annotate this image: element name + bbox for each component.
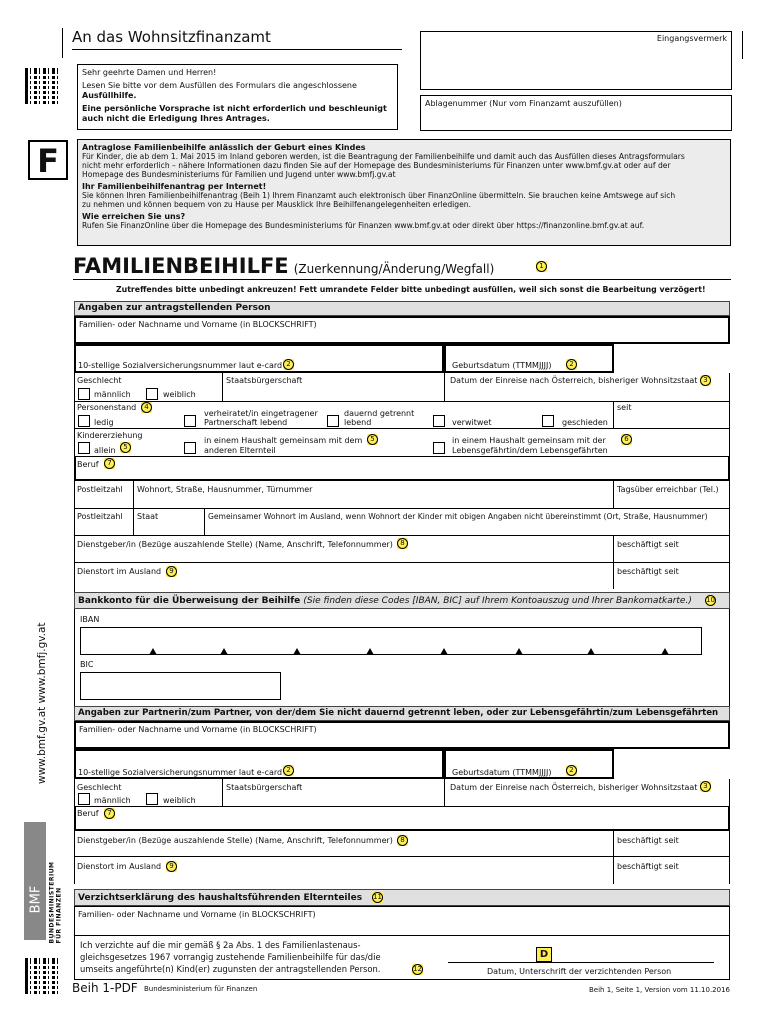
workplace-abroad-label: Dienstort im Ausland xyxy=(77,567,162,576)
d-marker: D xyxy=(536,947,552,962)
partner-workplace-abroad-label: Dienstort im Ausland xyxy=(77,862,162,871)
section-applicant: Angaben zur antragstellenden Person xyxy=(74,301,730,316)
address-label: Wohnort, Straße, Hausnummer, Türnummer xyxy=(137,485,313,494)
marker-3: 3 xyxy=(700,375,711,386)
section-waiver: Verzichtserklärung des haushaltsführenden Elternteiles xyxy=(74,889,730,906)
marker-11: 11 xyxy=(373,893,382,901)
applicant-profession-label: Beruf xyxy=(77,460,99,469)
row-line xyxy=(74,562,730,563)
intro-text-bold: Ausfüllhilfe. xyxy=(82,91,137,100)
applicant-female-checkbox[interactable] xyxy=(146,388,158,400)
intro-note-2: auch nicht die Erledigung Ihres Antrages. xyxy=(82,114,270,123)
marital-status-label: Personenstand xyxy=(77,403,137,412)
postcode-abroad-label: Postleitzahl xyxy=(77,512,123,521)
marker-9: 9 xyxy=(166,566,177,577)
partner-svnr-field[interactable] xyxy=(74,749,444,779)
side-url: www.bmf.gv.at www.bmfj.gv.at xyxy=(36,622,48,784)
frame-right xyxy=(729,779,730,884)
separated-checkbox[interactable] xyxy=(327,415,339,427)
form-letter-box: F xyxy=(28,140,68,180)
country-label: Staat xyxy=(137,512,159,521)
partner-name-field[interactable] xyxy=(74,721,730,749)
main-title xyxy=(73,254,494,278)
frame-left xyxy=(74,779,75,884)
col-line xyxy=(133,508,134,535)
partner-name-label: Familien- oder Nachname und Vorname (in BLOCKSCHRIFT) xyxy=(79,725,317,734)
bmf-logo xyxy=(24,822,46,940)
eingangsvermerk-box[interactable] xyxy=(420,31,732,90)
partner-citizenship-label: Staatsbürgerschaft xyxy=(226,783,303,792)
info-text-1b: nicht mehr erforderlich – nähere Informationen dazu finden Sie auf der Homepage des Bundesministeriums für Finanzen unter www.bmf.gv.at oder auf der xyxy=(82,161,671,170)
col-line xyxy=(613,535,614,562)
postcode-label: Postleitzahl xyxy=(77,485,123,494)
ledig-label: ledig xyxy=(94,418,114,427)
partner-profession-label: Beruf xyxy=(77,809,99,818)
partner-female-label: weiblich xyxy=(163,796,196,805)
col-line xyxy=(613,401,614,428)
iban-separator-tick xyxy=(440,648,448,655)
qr-code-bottom xyxy=(25,958,61,994)
col-line xyxy=(222,373,223,401)
row-line xyxy=(74,535,730,536)
separated-label-1: dauernd getrennt xyxy=(344,409,415,418)
marker-7: 7 xyxy=(104,458,115,469)
iban-separator-tick xyxy=(293,648,301,655)
household-parent-label-2: anderen Elternteil xyxy=(204,446,276,455)
widowed-label: verwitwet xyxy=(452,418,492,427)
marker-8b: 8 xyxy=(397,835,408,846)
ablagenummer-box[interactable] xyxy=(420,95,732,131)
eingangsvermerk-label: Eingangsvermerk xyxy=(656,34,727,43)
partner-profession-field[interactable] xyxy=(74,806,730,831)
iban-separator-tick xyxy=(220,648,228,655)
applicant-svnr-label: 10-stellige Sozialversicherungsnummer laut e-card xyxy=(78,361,283,370)
info-heading-1: Antraglose Familienbeihilfe anlässlich der Geburt eines Kindes xyxy=(82,143,366,152)
employed-since-label: beschäftigt seit xyxy=(617,540,679,549)
footer-ministry: Bundesministerium für Finanzen xyxy=(144,985,258,993)
waiver-text-1: Ich verzichte auf die mir gemäß § 2a Abs. 1 des Familienlastenaus- xyxy=(80,940,361,950)
married-checkbox[interactable] xyxy=(184,415,196,427)
col-line xyxy=(133,481,134,508)
marital-since-label: seit xyxy=(617,403,632,412)
frame-right xyxy=(729,609,730,706)
allein-checkbox[interactable] xyxy=(78,442,90,454)
frame-right xyxy=(729,373,730,592)
bic-label: BIC xyxy=(80,660,94,669)
applicant-male-checkbox[interactable] xyxy=(78,388,90,400)
intro-box xyxy=(77,64,398,130)
marker-1: 1 xyxy=(536,261,547,272)
row-line xyxy=(74,401,730,402)
phone-label: Tagsüber erreichbar (Tel.) xyxy=(617,485,719,494)
married-label-2: Partnerschaft lebend xyxy=(204,418,288,427)
partner-employed-since-abroad-label: beschäftigt seit xyxy=(617,862,679,871)
married-label-1: verheiratet/in eingetragener xyxy=(204,409,318,418)
info-heading-2: Ihr Familienbeihilfenantrag per Internet! xyxy=(82,182,267,191)
info-box xyxy=(77,139,731,246)
instruction-text: Zutreffendes bitte unbedingt ankreuzen! Fett umrandete Felder bitte unbedingt ausfüllen, weil sich sonst die Bearbeitung verzögert! xyxy=(116,285,706,294)
partner-birthdate-field[interactable] xyxy=(444,749,614,779)
iban-separator-tick xyxy=(366,648,374,655)
marker-4: 4 xyxy=(141,402,152,413)
intro-text: Lesen Sie bitte vor dem Ausfüllen des Formulars die angeschlossene xyxy=(82,81,357,90)
marker-3b: 3 xyxy=(700,781,711,792)
info-text-1c: Homepage des Bundesministeriums für Familien und Jugend unter www.bmfj.gv.at xyxy=(82,170,396,179)
partner-employed-since-label: beschäftigt seit xyxy=(617,836,679,845)
info-text-1a: Für Kinder, die ab dem 1. Mai 2015 im Inland geboren werden, ist die Beantragung der Familienbeihilfe und damit auch das Ausfüllen dieses Antragsformulars xyxy=(82,152,685,161)
left-margin-mark xyxy=(62,28,63,58)
col-line xyxy=(613,481,614,508)
applicant-birthdate-label: Geburtsdatum (TTMMJJJJ) xyxy=(452,361,552,370)
frame-left xyxy=(74,373,75,592)
waiver-text-3: umseits angeführte(n) Kind(er) zugunsten der antragstellenden Person. xyxy=(80,964,381,974)
footer-form-id: Beih 1-PDF xyxy=(72,981,138,995)
row-line xyxy=(74,856,730,857)
col-line xyxy=(204,508,205,535)
applicant-svnr-field[interactable] xyxy=(74,344,444,373)
iban-separator-tick xyxy=(149,648,157,655)
employer-label: Dienstgeber/in (Bezüge auszahlende Stelle) (Name, Anschrift, Telefonnummer) xyxy=(77,540,393,549)
applicant-citizenship-label: Staatsbürgerschaft xyxy=(226,376,303,385)
ledig-checkbox[interactable] xyxy=(78,415,90,427)
marker-2c: 2 xyxy=(283,765,294,776)
main-subtitle: (Zuerkennung/Änderung/Wegfall) xyxy=(293,262,495,276)
marker-5b: 5 xyxy=(367,434,378,445)
waiver-name-field[interactable] xyxy=(74,906,730,936)
intro-note: Eine persönliche Vorsprache ist nicht erforderlich und beschleunigt xyxy=(82,104,387,113)
row-line xyxy=(74,428,730,429)
applicant-gender-label: Geschlecht xyxy=(77,376,122,385)
household-partner-checkbox[interactable] xyxy=(433,442,445,454)
intro-greeting: Sehr geehrte Damen und Herren! xyxy=(82,68,217,77)
bmf-logo-text: BMF xyxy=(28,885,44,914)
col-line xyxy=(613,856,614,884)
partner-birthdate-label: Geburtsdatum (TTMMJJJJ) xyxy=(452,768,552,777)
iban-separator-tick xyxy=(587,648,595,655)
bic-field[interactable] xyxy=(80,672,281,700)
iban-field[interactable] xyxy=(80,627,702,655)
bank-section-note: (Sie finden diese Codes [IBAN, BIC] auf Ihrem Kontoauszug und Ihrer Bankomatkarte.) xyxy=(303,596,692,606)
applicant-profession-field[interactable] xyxy=(74,456,730,481)
household-partner-label-1: in einem Haushalt gemeinsam mit der xyxy=(452,436,606,445)
footer-version: Beih 1, Seite 1, Version vom 11.10.2016 xyxy=(588,986,730,994)
widowed-checkbox[interactable] xyxy=(433,415,445,427)
marker-2d: 2 xyxy=(566,765,577,776)
info-text-2b: zu nehmen und können bequem von zu Hause per Mausklick Ihre Beihilfenangelegenheiten erledigen. xyxy=(82,200,471,209)
frame-left xyxy=(74,609,75,706)
col-line xyxy=(444,373,445,401)
main-title-text: FAMILIENBEIHILFE xyxy=(73,254,289,278)
col-line xyxy=(444,779,445,806)
partner-male-checkbox[interactable] xyxy=(78,793,90,805)
marker-2: 2 xyxy=(283,359,294,370)
section-partner: Angaben zur Partnerin/zum Partner, von der/dem Sie nicht dauernd getrennt leben, oder zur Lebensgefährtin/zum Lebensgefährten xyxy=(74,706,730,721)
qr-code-top xyxy=(25,68,61,104)
marker-2b: 2 xyxy=(566,359,577,370)
info-text-2a: Sie können Ihren Familienbeihilfenantrag (Beih 1) Ihrem Finanzamt auch elektronisch über FinanzOnline übermitteln. Sie brauchen keine Amtswege auf sich xyxy=(82,191,676,200)
applicant-entry-label: Datum der Einreise nach Österreich, bisheriger Wohnsitzstaat xyxy=(450,376,698,385)
applicant-birthdate-field[interactable] xyxy=(444,344,614,373)
partner-gender-label: Geschlecht xyxy=(77,783,122,792)
signature-label: Datum, Unterschrift der verzichtenden Person xyxy=(487,967,672,976)
iban-separator-tick xyxy=(515,648,523,655)
divorced-label: geschieden xyxy=(562,418,608,427)
separated-label-2: lebend xyxy=(344,418,372,427)
applicant-name-label: Familien- oder Nachname und Vorname (in BLOCKSCHRIFT) xyxy=(79,320,317,329)
col-line xyxy=(613,831,614,856)
allein-label: allein xyxy=(94,446,116,455)
title-rule xyxy=(73,279,731,280)
address-abroad-label: Gemeinsamer Wohnort im Ausland, wenn Wohnort der Kinder mit obigen Angaben nicht übereinstimmt (Ort, Straße, Hausnummer) xyxy=(208,512,708,521)
marker-6: 6 xyxy=(621,434,632,445)
waiver-text-2: gleichsgesetzes 1967 vorrangig zustehende Familienbeihilfe für das/die xyxy=(80,952,381,962)
marker-5: 5 xyxy=(120,442,131,453)
marker-8: 8 xyxy=(397,538,408,549)
col-line xyxy=(613,562,614,589)
col-line xyxy=(222,779,223,806)
partner-female-checkbox[interactable] xyxy=(146,793,158,805)
marker-9b: 9 xyxy=(166,861,177,872)
signature-field[interactable] xyxy=(448,962,714,963)
marker-7b: 7 xyxy=(104,808,115,819)
iban-label: IBAN xyxy=(80,615,100,624)
employed-since-abroad-label: beschäftigt seit xyxy=(617,567,679,576)
info-text-3: Rufen Sie FinanzOnline über die Homepage des Bundesministeriums für Finanzen www.bmf.gv.at oder direkt über https://finanzonline.bmf.gv.at auf. xyxy=(82,221,645,230)
applicant-male-label: männlich xyxy=(94,390,131,399)
info-heading-3: Wie erreichen Sie uns? xyxy=(82,212,186,221)
waiver-name-label: Familien- oder Nachname und Vorname (in BLOCKSCHRIFT) xyxy=(78,910,316,919)
child-raising-label: Kindererziehung xyxy=(77,431,143,440)
bank-section-title: Bankkonto für die Überweisung der Beihilfe xyxy=(78,596,301,606)
partner-entry-label: Datum der Einreise nach Österreich, bisheriger Wohnsitzstaat xyxy=(450,783,698,792)
applicant-name-field[interactable] xyxy=(74,316,730,344)
marker-12: 12 xyxy=(413,965,422,973)
partner-svnr-label: 10-stellige Sozialversicherungsnummer laut e-card xyxy=(78,768,283,777)
marker-10: 10 xyxy=(706,596,715,604)
applicant-female-label: weiblich xyxy=(163,390,196,399)
title-underline xyxy=(72,49,402,50)
row-line xyxy=(74,508,730,509)
ministry-name-1: BUNDESMINISTERIUM xyxy=(48,861,56,944)
iban-separator-tick xyxy=(661,648,669,655)
household-parent-checkbox[interactable] xyxy=(184,442,196,454)
right-margin-mark xyxy=(742,31,743,59)
household-partner-label-2: Lebensgefährtin/dem Lebensgefährten xyxy=(452,446,608,455)
section-bank xyxy=(74,592,730,609)
ministry-name-2: FÜR FINANZEN xyxy=(55,887,63,944)
partner-male-label: männlich xyxy=(94,796,131,805)
partner-employer-label: Dienstgeber/in (Bezüge auszahlende Stelle) (Name, Anschrift, Telefonnummer) xyxy=(77,836,393,845)
form-title: An das Wohnsitzfinanzamt xyxy=(72,28,271,46)
ablagenummer-label: Ablagenummer (Nur vom Finanzamt auszufüllen) xyxy=(425,99,622,108)
household-parent-label-1: in einem Haushalt gemeinsam mit dem xyxy=(204,436,363,445)
divorced-checkbox[interactable] xyxy=(542,415,554,427)
